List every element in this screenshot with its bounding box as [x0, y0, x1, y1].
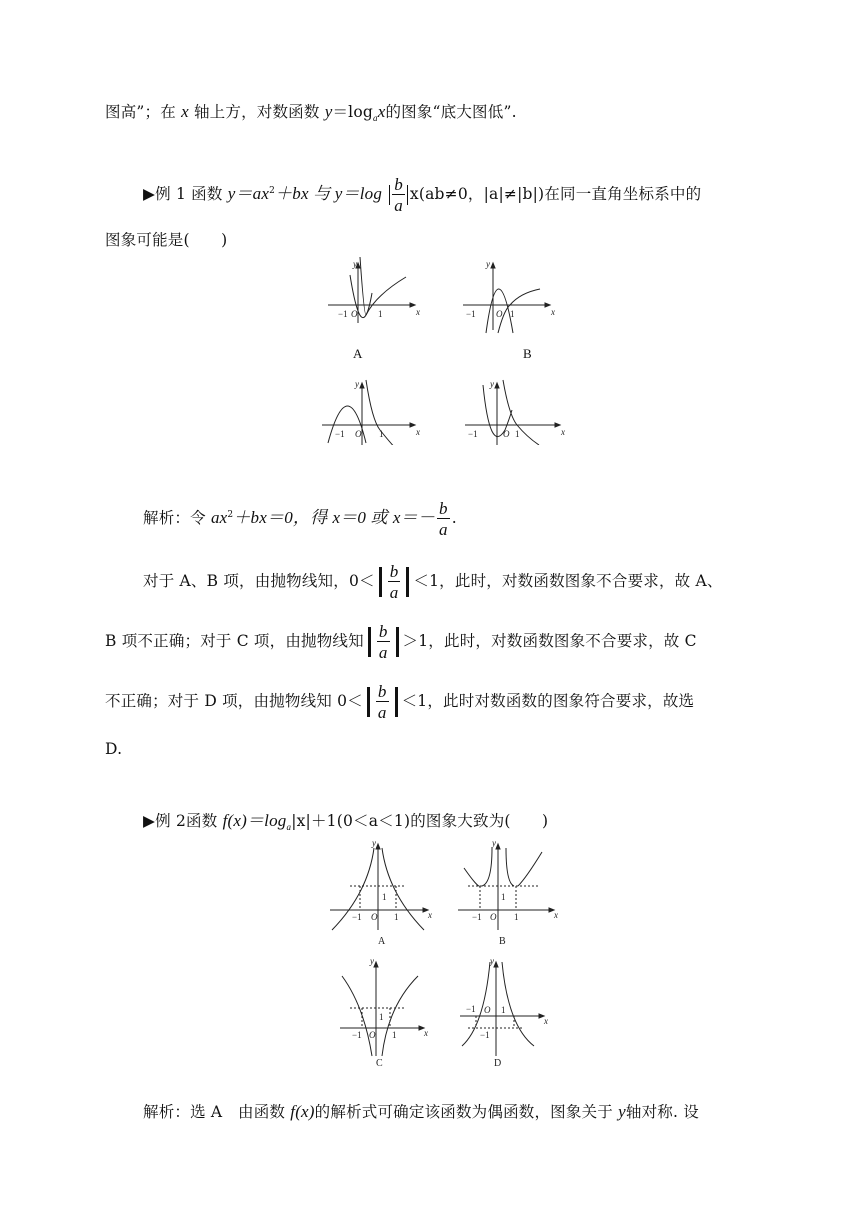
- svg-text:x: x: [551, 307, 555, 317]
- svg-text:O: O: [355, 429, 362, 439]
- svg-text:−1: −1: [480, 1030, 490, 1040]
- svg-text:−1: −1: [466, 1004, 476, 1014]
- svg-text:y: y: [355, 379, 359, 389]
- svg-text:y: y: [353, 259, 357, 269]
- svg-text:1: 1: [378, 309, 383, 319]
- svg-text:O: O: [371, 912, 378, 922]
- svg-text:O: O: [351, 309, 358, 319]
- example-1-question-line2: 图象可能是( ): [105, 231, 228, 249]
- graph-2c: [340, 956, 428, 1068]
- svg-text:y: y: [492, 838, 496, 848]
- svg-text:x: x: [416, 307, 420, 317]
- graph-b: [463, 259, 555, 333]
- text-line-1: 图高”；在 x 轴上方，对数函数 $y=\log_ax$的图象“底大图低”.: [105, 102, 517, 124]
- svg-text:y: y: [486, 259, 490, 269]
- fraction-b-over-a: $\frac{b}{a}$: [394, 175, 403, 215]
- svg-text:x: x: [544, 1016, 548, 1026]
- option-a-label: A: [353, 346, 363, 361]
- graph-a: [328, 257, 420, 323]
- svg-text:−1: −1: [352, 912, 362, 922]
- svg-text:O: O: [484, 1005, 491, 1015]
- svg-text:B: B: [499, 936, 506, 947]
- svg-text:1: 1: [392, 1030, 397, 1040]
- svg-text:−1: −1: [468, 429, 478, 439]
- option-b-label: B: [523, 346, 532, 361]
- solution-2-line: 解析：选 A 由函数 f(x)的解析式可确定该函数为偶函数，图象关于 y轴对称. 设: [143, 1102, 699, 1121]
- solution-1-line-5: D.: [105, 740, 123, 758]
- svg-text:O: O: [490, 912, 497, 922]
- svg-text:1: 1: [379, 429, 384, 439]
- svg-text:1: 1: [510, 309, 515, 319]
- svg-text:x: x: [561, 427, 565, 437]
- svg-text:−1: −1: [472, 912, 482, 922]
- svg-text:−1: −1: [466, 309, 476, 319]
- svg-text:O: O: [496, 309, 503, 319]
- svg-text:y: y: [490, 956, 494, 966]
- solution-1-line-4: 不正确；对于 D 项，由抛物线知 0＜ $\frac{b}{a}$ ＜1，此时对数函数的图象符合要求，故选: [105, 682, 695, 722]
- graph-c: [322, 379, 420, 445]
- svg-text:x: x: [554, 910, 558, 920]
- svg-text:x: x: [424, 1028, 428, 1038]
- svg-text:1: 1: [515, 429, 520, 439]
- svg-text:D: D: [494, 1058, 502, 1068]
- svg-text:A: A: [378, 936, 386, 947]
- svg-text:O: O: [369, 1030, 376, 1040]
- graph-2d: [460, 956, 548, 1068]
- example-1-question: ▶例 1 函数 $y=ax^2+bx$ 与 y＝log $\frac{b}{a}$ x(ab≠0，|a|≠|b|)在同一直角坐标系中的: [143, 175, 702, 215]
- graph-d: [465, 379, 565, 445]
- svg-text:−1: −1: [352, 1030, 362, 1040]
- svg-text:1: 1: [514, 912, 519, 922]
- svg-text:C: C: [376, 1058, 383, 1068]
- svg-text:y: y: [490, 379, 494, 389]
- graph-2b: [458, 838, 558, 947]
- svg-text:y: y: [370, 956, 374, 966]
- svg-text:1: 1: [501, 892, 506, 902]
- svg-text:1: 1: [394, 912, 399, 922]
- svg-text:x: x: [428, 910, 432, 920]
- svg-text:−1: −1: [338, 309, 348, 319]
- example-2-graphs: [328, 838, 558, 1068]
- svg-text:x: x: [416, 427, 420, 437]
- example-2-question: ▶例 2函数 $f(x)=\log_a|x|+1(0<a<1)$的图象大致为( ): [143, 811, 549, 833]
- svg-text:−1: −1: [335, 429, 345, 439]
- svg-text:y: y: [372, 838, 376, 848]
- svg-text:O: O: [503, 429, 510, 439]
- graph-2a: [330, 838, 432, 947]
- solution-1-line-3: B 项不正确；对于 C 项，由抛物线知 $\frac{b}{a}$ ＞1，此时，对数函数图象不合要求，故 C: [105, 622, 697, 662]
- solution-1-line-1: 解析：令 $ax^2+bx=0$，得 x＝0 或 x＝－ $\frac{b}{a}$ .: [143, 499, 457, 539]
- svg-text:1: 1: [501, 1005, 506, 1015]
- svg-text:1: 1: [382, 892, 387, 902]
- svg-text:1: 1: [379, 1012, 384, 1022]
- solution-1-line-2: 对于 A、B 项，由抛物线知，0＜ $\frac{b}{a}$ ＜1，此时，对数函数图象不合要求，故 A、: [143, 562, 723, 602]
